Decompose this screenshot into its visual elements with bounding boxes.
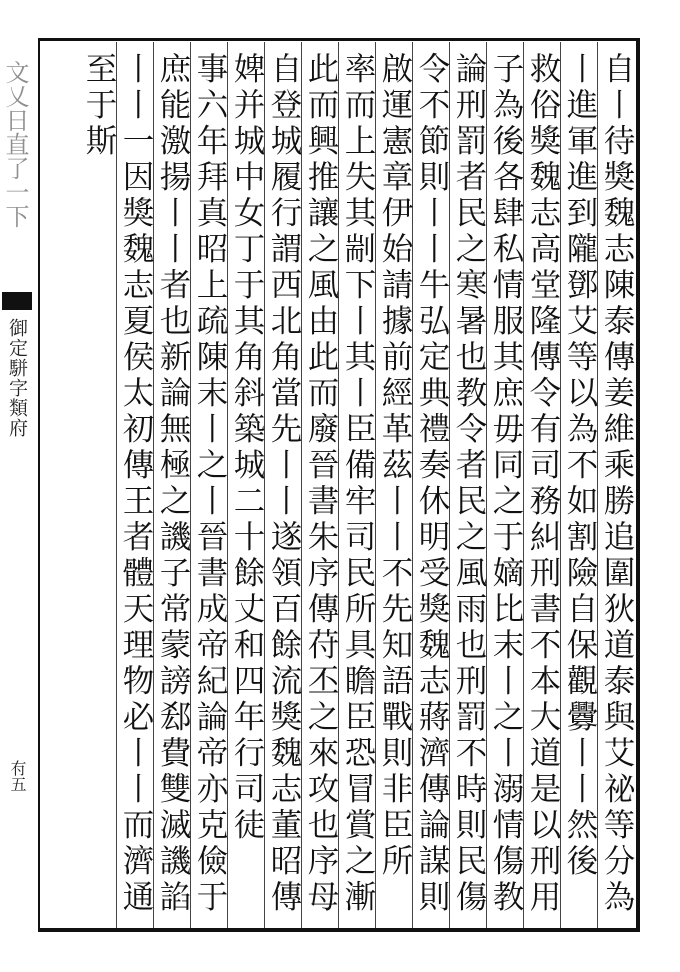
text-column-9: 此而興推讓之風由此而廢晉書朱序傳苻丕之來攻也序母 xyxy=(303,52,339,916)
frame-right-border xyxy=(636,38,640,932)
text-column-10: 自登城履行謂西北角當先丨丨遂領百餘流獎魏志董昭傳 xyxy=(266,52,302,916)
text-column-1: 自丨待獎魏志陳泰傳姜維乘勝追圍狄道泰與艾祕等分為 xyxy=(599,52,635,916)
frame-top-border xyxy=(38,38,640,41)
margin-book-title: 御定駢字類府 xyxy=(6,318,28,438)
margin-black-block xyxy=(2,292,32,310)
text-column-3: 救俗獎魏志高堂隆傳令有司務糾刑書不本大道是以刑用 xyxy=(525,52,561,916)
frame-bottom-border xyxy=(38,928,640,932)
margin-top-fragment: 文乂日直了一下 xyxy=(1,60,29,228)
text-column-6: 令不節則丨丨牛弘定典禮奏休明受獎魏志蔣濟傳論謀則 xyxy=(414,52,450,916)
text-column-4: 子為後各肆私情服其庶毋同之于嫡比末丨之丨溺情傷教 xyxy=(488,52,524,916)
text-column-5: 論刑罰者民之寒暑也教令者民之風雨也刑罰不時則民傷 xyxy=(451,52,487,916)
text-column-11: 婢并城中女丁于其角斜築城二十餘丈和四年行司徒 xyxy=(229,52,265,844)
text-column-15: 至于斯 xyxy=(81,52,117,160)
text-column-12: 事六年拜真昭上疏陳末丨之丨晉書成帝紀論帝亦克儉于 xyxy=(192,52,228,916)
text-column-13: 庶能激揚丨丨者也新論無極之譏子常蒙謗郄費雙滅譏諂 xyxy=(155,52,191,916)
text-column-2: 丨進軍進到隴鄧艾等以為不如割險自保觀釁丨丨然後 xyxy=(562,52,598,880)
page-folio-number: 𠕇五 xyxy=(8,760,27,792)
text-column-8: 率而上失其剬下丨其丨臣備牢司民所具瞻臣恐冒賞之漸 xyxy=(340,52,376,916)
frame-left-border xyxy=(38,38,40,932)
text-column-7: 啟運憲章伊始請據前經革茲丨丨不先知語戰則非臣所 xyxy=(377,52,413,880)
text-column-14: 丨丨一因獎魏志夏侯太初傳王者體天理物必丨丨而濟通 xyxy=(118,52,154,916)
